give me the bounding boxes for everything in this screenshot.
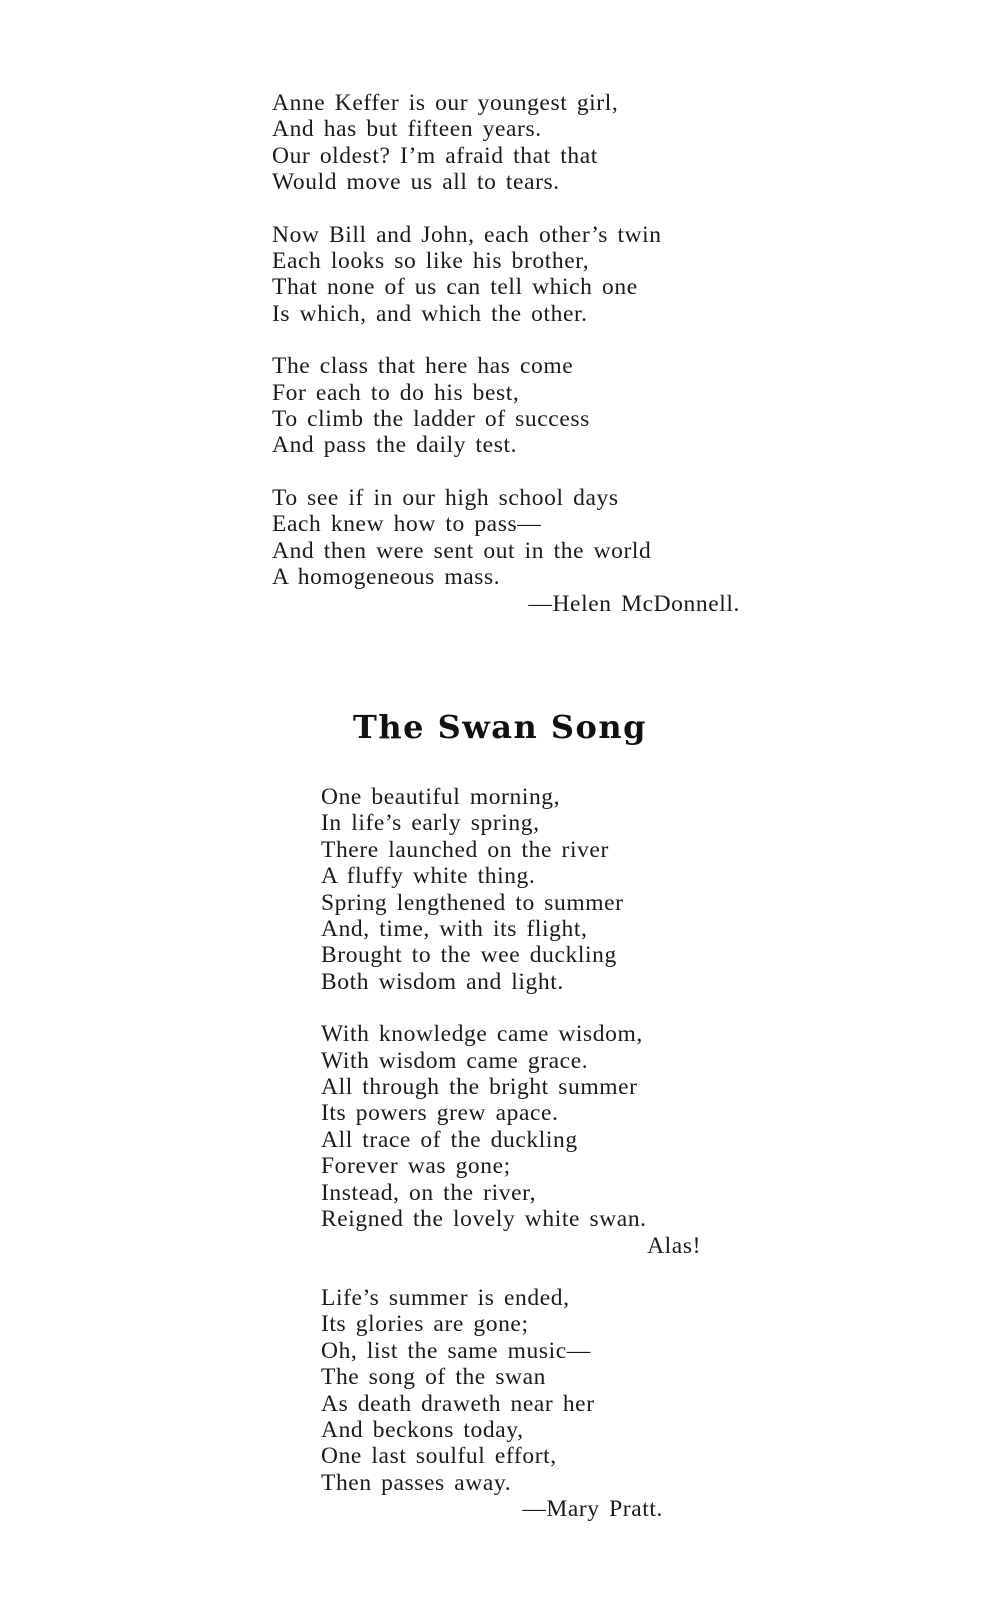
poem-line: With wisdom came grace. (321, 1047, 589, 1074)
poem-line: Each knew how to pass— (272, 511, 542, 538)
poem1-stanza-3 (272, 353, 752, 459)
poem-line: Its glories are gone; (321, 1311, 529, 1338)
poem-swan-song (321, 784, 701, 1523)
poem-line: Anne Keffer is our youngest girl, (272, 90, 619, 116)
poem-line: The class that here has come (272, 353, 574, 380)
poem-line: Both wisdom and light. (321, 968, 564, 995)
poem1-author: —Helen McDonnell. (528, 590, 740, 617)
poem-line: Reigned the lovely white swan. (321, 1206, 647, 1233)
poem-line: And beckons today, (321, 1416, 524, 1443)
poem-line: And then were sent out in the world (272, 537, 652, 564)
poem-line: And pass the daily test. (272, 432, 518, 459)
poem-line: Then passes away. (321, 1469, 512, 1496)
poem-line: One last soulful effort, (321, 1443, 557, 1470)
poem2-interjection: Alas! (647, 1232, 701, 1259)
poem-line: All through the bright summer (321, 1074, 638, 1101)
poem1-stanza-4 (272, 485, 752, 617)
poem-line: Each looks so like his brother, (272, 248, 590, 275)
poem-line: With knowledge came wisdom, (321, 1021, 643, 1048)
poem-line: To see if in our high school days (272, 484, 619, 511)
poem-line: To climb the ladder of success (272, 406, 590, 433)
poem-line: In life’s early spring, (321, 810, 540, 837)
poem2-stanza-2 (321, 1021, 701, 1259)
poem-line: Instead, on the river, (321, 1179, 537, 1206)
poem-line: Life’s summer is ended, (321, 1284, 570, 1311)
poem2-stanza-3 (321, 1285, 701, 1523)
poem2-author: —Mary Pratt. (522, 1496, 663, 1523)
poem-line: Would move us all to tears. (272, 169, 560, 196)
poem-line: That none of us can tell which one (272, 274, 638, 301)
poem1-stanza-2 (272, 222, 752, 328)
poem-line: A homogeneous mass. (272, 564, 501, 591)
poem-line: One beautiful morning, (321, 784, 561, 810)
poem-line: Brought to the wee duckling (321, 942, 617, 969)
page-title: The Swan Song (353, 708, 647, 746)
poem-line: For each to do his best, (272, 379, 520, 406)
poem-line: Is which, and which the other. (272, 300, 588, 327)
poem2-stanza-1 (321, 784, 701, 995)
poem-line: All trace of the duckling (321, 1126, 578, 1153)
poem-line: Our oldest? I’m afraid that that (272, 142, 598, 169)
poem-line: Forever was gone; (321, 1153, 511, 1180)
poem-line: And, time, with its flight, (321, 916, 588, 943)
poem-line: As death draweth near her (321, 1390, 595, 1417)
poem-line: The song of the swan (321, 1364, 547, 1391)
poem-line: There launched on the river (321, 836, 609, 863)
poem-line: Now Bill and John, each other’s twin (272, 221, 662, 248)
poem-helen-mcdonnell (272, 90, 752, 617)
poem-line: Oh, list the same music— (321, 1337, 591, 1364)
poem-line: And has but fifteen years. (272, 116, 542, 143)
poem-line: Its powers grew apace. (321, 1100, 559, 1127)
poem-line: A fluffy white thing. (321, 863, 536, 890)
poem-line: Spring lengthened to summer (321, 889, 624, 916)
poem1-stanza-1 (272, 90, 752, 196)
